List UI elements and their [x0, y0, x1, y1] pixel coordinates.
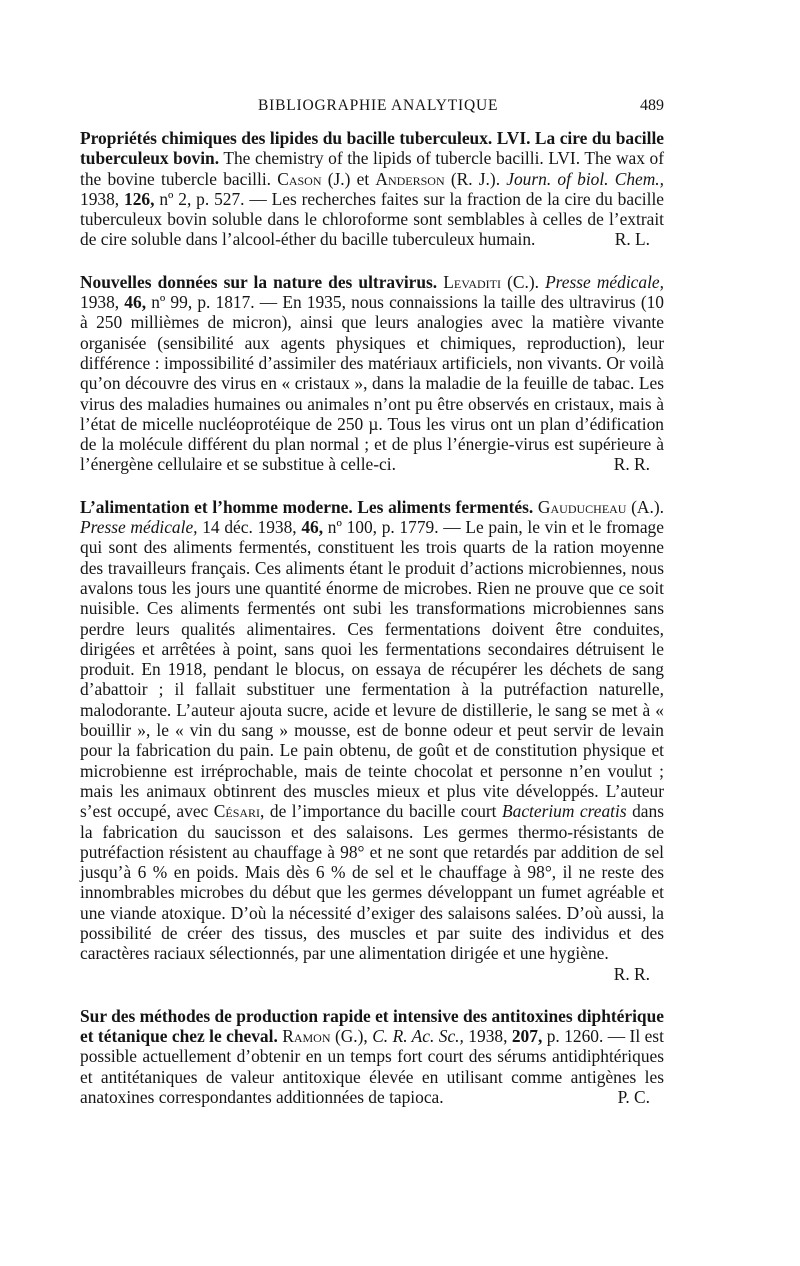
volume-number: 207,: [511, 1026, 543, 1047]
author-name: Ramon: [282, 1026, 331, 1047]
publication-year: 1938,: [80, 188, 120, 209]
abstract-paragraph: [80, 1006, 664, 1107]
document-page: [80, 96, 664, 1107]
abstract-entry: [80, 128, 664, 250]
author-name: Cason: [277, 168, 322, 189]
reviewer-signature: R. L.: [614, 229, 650, 250]
abstract-text: Le pain, le vin et le fromage qui sont des aliments fermentés, constituent les trois quarts de la ration moyenne des travailleurs français. Ces aliments étant le produit d’actions microbiennes, nous avalons tous les jours une quantité énorme de microbes. Rien ne prouve que ce soit nuisible. Ces aliments fermentés ont subi les transformations microbiennes sans perdre leurs qualités alimentaires. Ces fermentations doivent être conduites, dirigées et arrêtées à point, sans quoi les fermentations secondaires détruisent le produit. En 1918, pendant le blocus, on essaya de récupérer les déchets de sang d’abattoir ; il fallait substituer une fermentation à la putréfaction naturelle, malodorante. L’auteur ajouta sucre, acide et levure de distillerie, le sang se met à « bouillir », le « vin du sang » mousse, est de bonne odeur et peut servir de levain pour la fabrication du pain. Le pain obtenu, de goût et de constitution physique et microbienne est irréprochable, mais de teinte chocolat et personne n’en voulut ; mais les animaux obtinrent des muscles mieux et plus vite développés. L’auteur s’est occupé, avec: [80, 517, 664, 822]
reference-details: nº 2, p. 527. —: [159, 188, 267, 209]
author-initials: (A.).: [631, 496, 664, 517]
abstract-text-end: dans la fabrication du saucisson et des salaisons. Les germes thermo-résistants de putréfaction résistent au chauffage à 98° et ne sont que retardés par addition de sel jusqu’à 6 % en poids. Mais dès 6 % de sel et le chauffage à 98°, il ne reste des innombrables microbes du début que les germes développant un fumet agréable et une viande atoxique. D’où la nécessité d’exiger des salaisons salées. D’où aussi, la possibilité de créer des tissus, des muscles et par suite des individus et des caractères raciaux sélectionnés, par une alimentation dirigée et une hygiène.: [80, 801, 664, 964]
journal-name: Presse médicale,: [545, 271, 664, 292]
running-header: [80, 96, 664, 120]
reference-details: p. 1260. —: [546, 1026, 626, 1047]
entry-title: Sur des méthodes de production rapide et intensive des antitoxines diphtérique et tétanique chez le cheval.: [80, 1005, 664, 1047]
abstract-paragraph: [80, 496, 664, 984]
author-name: Anderson: [375, 168, 445, 189]
species-name: Bacterium creatis: [502, 801, 627, 822]
author-name: Gauducheau: [537, 496, 627, 517]
abstract-paragraph: [80, 128, 664, 250]
reviewer-signature: R. R.: [613, 454, 650, 475]
abstract-entry: [80, 497, 664, 984]
publication-year: 1938,: [468, 1026, 508, 1047]
reviewer-signature: P. C.: [617, 1087, 650, 1108]
author-initials: (G.),: [334, 1026, 368, 1047]
reference-details: nº 99, p. 1817. —: [151, 292, 278, 313]
publication-year: 1938,: [80, 292, 120, 313]
page-number: 489: [640, 97, 664, 114]
author-name: Levaditi: [443, 271, 501, 292]
journal-name: Presse médicale,: [80, 517, 198, 538]
abstract-text-continued: de l’importance du bacille court: [269, 801, 497, 822]
abstract-paragraph: [80, 272, 664, 475]
volume-number: 46,: [124, 292, 147, 313]
author-initials: (C.).: [507, 271, 539, 292]
abstract-entry: [80, 272, 664, 475]
reviewer-signature: R. R.: [613, 963, 650, 984]
entry-title: L’alimentation et l’homme moderne. Les aliments fermentés.: [80, 496, 534, 517]
journal-name: Journ. of biol. Chem.,: [506, 168, 664, 189]
entry-title: Nouvelles données sur la nature des ultravirus.: [80, 271, 438, 292]
reference-details: nº 100, p. 1779. —: [327, 517, 461, 538]
entry-title: Propriétés chimiques des lipides du bacille tuberculeux. LVI. La cire du bacille tuberculeux bovin.: [80, 128, 664, 169]
abstract-entry: [80, 1006, 664, 1107]
abstract-text: En 1935, nous connaissions la taille des ultravirus (10 à 250 millièmes de micron), ainsi que leurs analogies avec la matière vivante organisée (sensibilité aux agents physiques et chimiques, reproduction), leur différence : impossibilité d’assimiler des matériaux artificiels, non vivants. Or voilà qu’on découvre des virus en « cristaux », dans la maladie de la feuille de tabac. Les virus des maladies humaines ou animales n’ont pu être observés en cristaux, mais à l’état de micelle nucléoprotéique de 250 µ. Tous les virus ont un plan d’édification de la molécule différent du plan normal ; et de plus l’énergie-virus est supérieure à l’énergène cellulaire et se substitue à celle-ci.: [80, 292, 664, 475]
abstract-text: Les recherches faites sur la fraction de la cire du bacille tuberculeux bovin soluble dans le chloroforme sont semblables à celles de l’extrait de cire soluble dans l’alcool-éther du bacille tuberculeux humain.: [80, 188, 665, 250]
english-title: The chemistry of the lipids of tubercle bacilli. LVI. The wax of the bovine tubercle bacilli.: [80, 148, 665, 189]
running-title: BIBLIOGRAPHIE ANALYTIQUE: [258, 97, 499, 114]
author-initials: (J.) et: [327, 168, 370, 189]
author-initials: (R. J.).: [450, 168, 501, 189]
journal-name: C. R. Ac. Sc.,: [372, 1026, 464, 1047]
volume-number: 126,: [124, 188, 155, 209]
abstract-text: Il est possible actuellement d’obtenir en un temps fort court des sérums antidiphtériques et antitétaniques de valeur antitoxique élevée en utilisant comme antigènes les anatoxines correspondantes additionnées de tapioca.: [80, 1026, 664, 1108]
coauthor-name: Césari,: [213, 801, 265, 822]
publication-date: 14 déc. 1938,: [202, 517, 297, 538]
volume-number: 46,: [301, 517, 324, 538]
